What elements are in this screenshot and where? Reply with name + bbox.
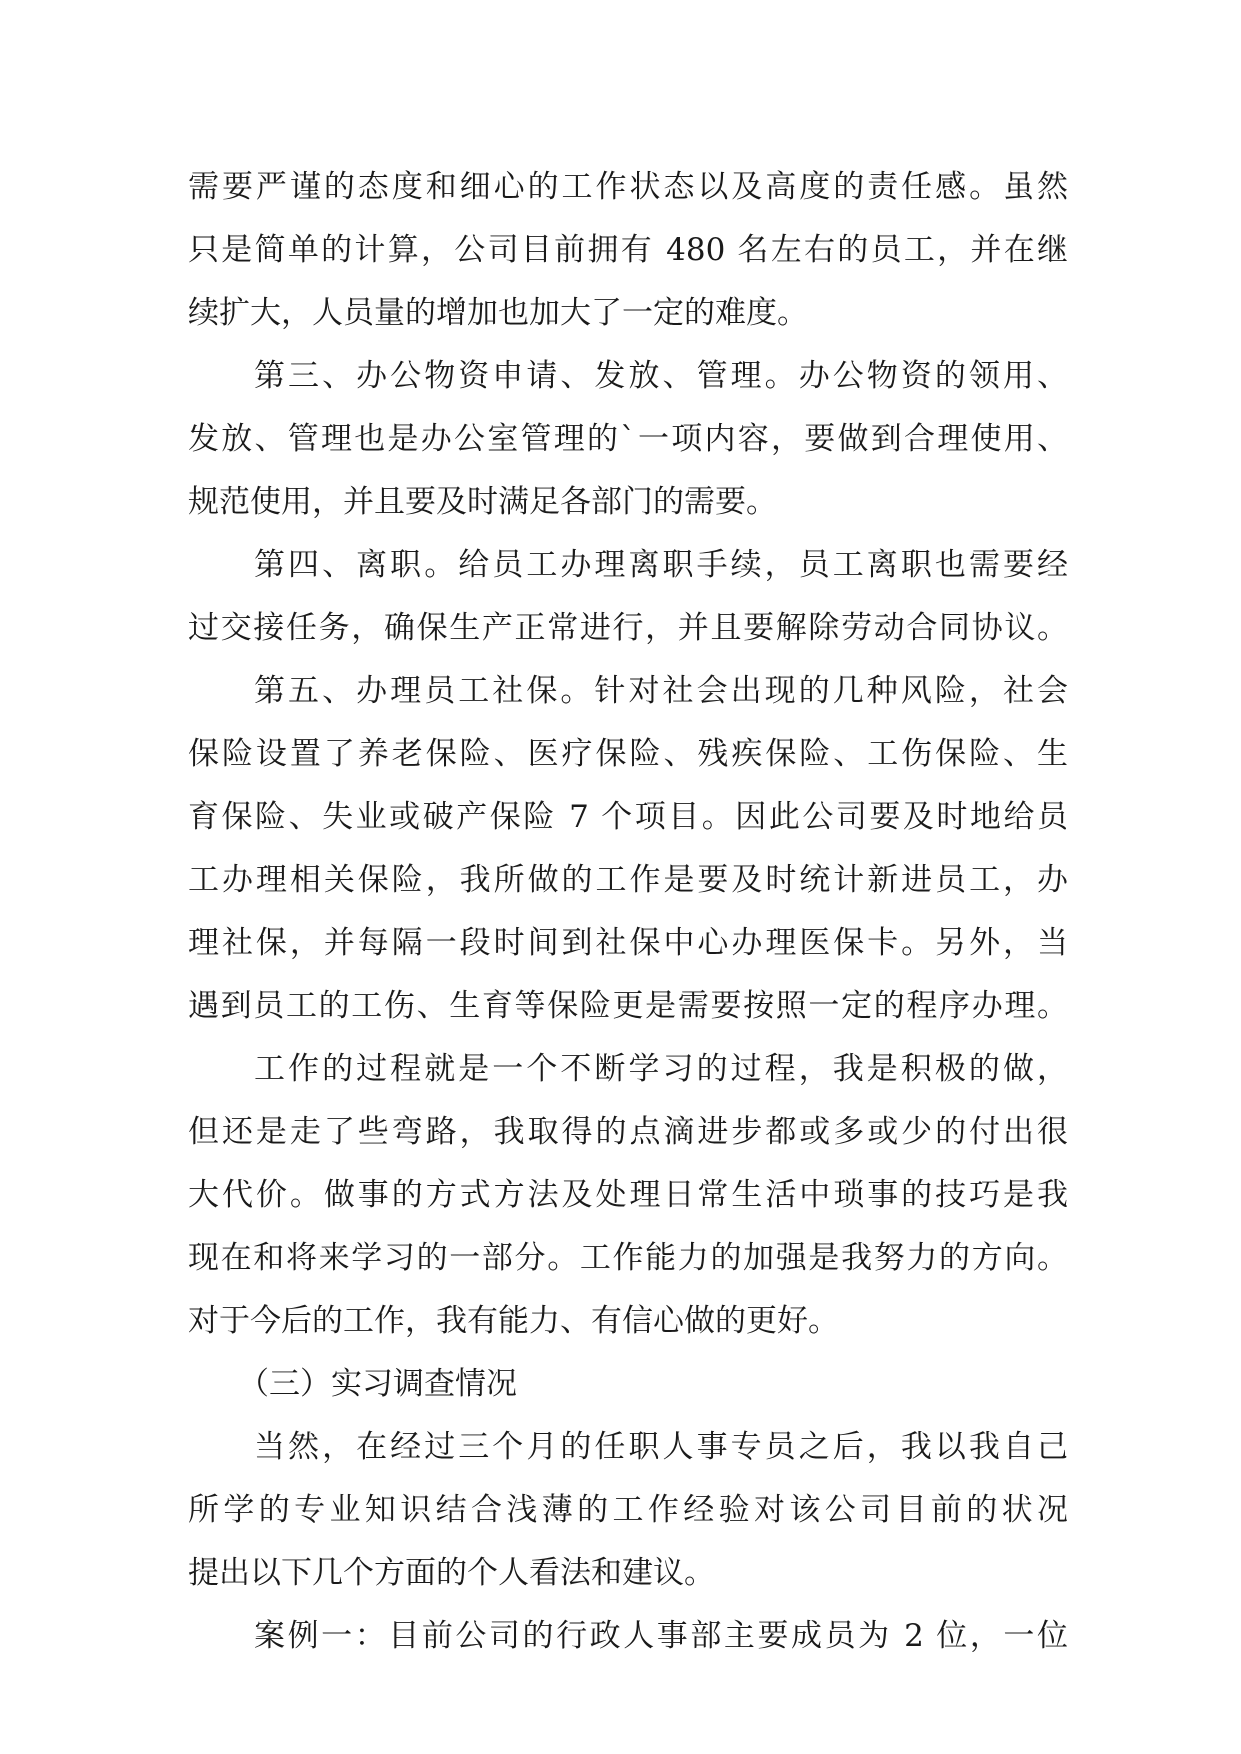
text-line: 所学的专业知识结合浅薄的工作经验对该公司目前的状况 <box>188 1492 1068 1528</box>
text-line: 发放、管理也是办公室管理的`一项内容，要做到合理使用、 <box>188 421 1068 457</box>
text-line: 但还是走了些弯路，我取得的点滴进步都或多或少的付出很 <box>188 1114 1068 1150</box>
text-line: 第四、离职。给员工办理离职手续，员工离职也需要经 <box>254 547 1068 583</box>
text-line: 遇到员工的工伤、生育等保险更是需要按照一定的程序办理。 <box>188 988 1068 1024</box>
text-line: 当然，在经过三个月的任职人事专员之后，我以我自己 <box>254 1429 1068 1465</box>
text-line: 工作的过程就是一个不断学习的过程，我是积极的做， <box>254 1051 1068 1087</box>
text-line: 现在和将来学习的一部分。工作能力的加强是我努力的方向。 <box>188 1240 1068 1276</box>
text-line: 提出以下几个方面的个人看法和建议。 <box>188 1555 715 1591</box>
text-line: 对于今后的工作，我有能力、有信心做的更好。 <box>188 1303 839 1339</box>
text-line: 理社保，并每隔一段时间到社保中心办理医保卡。另外，当 <box>188 925 1068 961</box>
text-line: 需要严谨的态度和细心的工作状态以及高度的责任感。虽然 <box>188 169 1068 205</box>
text-line: 工办理相关保险，我所做的工作是要及时统计新进员工，办 <box>188 862 1068 898</box>
text-line: 规范使用，并且要及时满足各部门的需要。 <box>188 484 777 520</box>
text-line: 过交接任务，确保生产正常进行，并且要解除劳动合同协议。 <box>188 610 1068 646</box>
text-line: 保险设置了养老保险、医疗保险、残疾保险、工伤保险、生 <box>188 736 1068 772</box>
text-line: 只是简单的计算，公司目前拥有 480 名左右的员工，并在继 <box>188 232 1068 268</box>
section-heading: （三）实习调查情况 <box>238 1366 517 1402</box>
text-line: 大代价。做事的方式方法及处理日常生活中琐事的技巧是我 <box>188 1177 1068 1213</box>
body-text <box>188 156 1068 1668</box>
text-line: 续扩大，人员量的增加也加大了一定的难度。 <box>188 295 808 331</box>
text-line: 第三、办公物资申请、发放、管理。办公物资的领用、 <box>254 358 1068 394</box>
text-line: 育保险、失业或破产保险 7 个项目。因此公司要及时地给员 <box>188 799 1068 835</box>
text-line: 第五、办理员工社保。针对社会出现的几种风险，社会 <box>254 673 1068 709</box>
text-line: 案例一：目前公司的行政人事部主要成员为 2 位，一位 <box>254 1618 1068 1654</box>
